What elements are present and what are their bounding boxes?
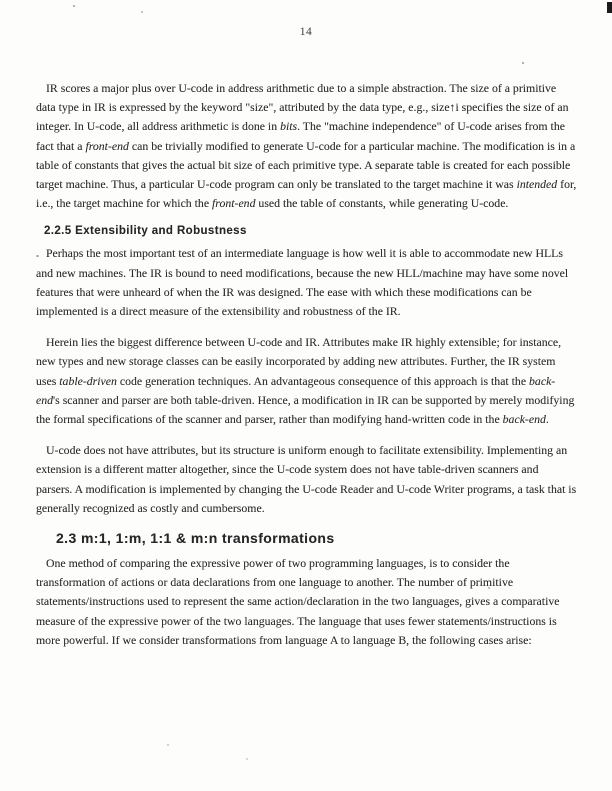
italic-term: front-end [85,138,129,153]
text-run: 's scanner and parser are both table-driven. Hence, a modification in IR can be supported by merely modifying the formal specifications of the scanner and parser, rather than modifying hand-written code in the [36,392,575,427]
text-run: Herein lies the biggest difference between U-code and IR. Attributes make IR highly extensible; for instance, new types and new storage classes can be easily incorporated by adding new attributes. Further, the IR system uses [36,335,562,388]
text-run: IR scores a major plus over U-code in address arithmetic due to a simple abstraction. The size of a primitive data type in IR is expressed by the keyword "size", attributed by the data type, e.g., size↑i specifies the size of an integer. In U-code, all address arithmetic is done in [36,81,569,134]
text-run: code generation techniques. An advantageous consequence of this approach is that the [116,373,530,388]
text-run: Perhaps the most important test of an intermediate language is how well it is able to accommodate new HLLs and new machines. The IR is bound to need modifications, because the new HLL/machine may have some novel features that were unheard of when the IR was designed. The ease with which these modifications can be implemented is a direct measure of the extensibility and robustness of the IR. [36,246,569,319]
paragraph [36,79,577,213]
scan-speck [141,11,143,13]
scan-speck [522,62,524,64]
italic-term: intended [516,177,558,192]
page-content [36,79,577,662]
section-heading: 2.2.5 Extensibility and Robustness [44,225,247,238]
scan-speck [246,758,248,760]
italic-term: table-driven [59,373,117,388]
scan-speck [73,5,75,7]
scan-speck [167,744,169,746]
paragraph [36,244,577,321]
text-run: can be trivially modified to generate U-code for a particular machine. The modification is in a table of constants that gives the actual bit size of each primitive type. A separate table is created for each possible target machine. Thus, a particular U-code program can only be translated to the target machine it was [36,138,576,192]
italic-term: back-end [502,412,546,427]
text-run: used the table of constants, while generating U-code. [255,196,509,211]
text-run: One method of comparing the expressive power of two programming languages, is to consider the transformation of actions or data declarations from one language to another. The number of primitive statements/instructions used to represent the same action/declaration in the two languages, gives a comparative measure of the expressive power of the two languages. The language that uses fewer statements/instructions is more powerful. If we consider transformations from language A to language B, the following cases arise: [36,556,560,647]
text-run: . [545,412,549,427]
paragraph [36,554,577,650]
page-number: 14 [299,26,313,38]
italic-term: back-end [36,373,556,407]
paragraph [36,333,577,429]
italic-term: bits [280,119,298,134]
italic-term: front-end [212,196,256,211]
scan-artifact-corner-bar [607,2,612,13]
text-run: . The "machine independence" of U-code arises from the fact that a [36,119,565,153]
text-run: U-code does not have attributes, but its structure is uniform enough to facilitate extensibility. Implementing an extension is a different matter altogether, since the U-code system does not have table-driven scanners and parsers. A modification is implemented by changing the U-code Reader and U-code Writer programs, a task that is generally recognized as costly and cumbersome. [36,443,577,515]
section-heading: 2.3 m:1, 1:m, 1:1 & m:n transformations [56,530,335,547]
paragraph [36,441,577,518]
text-run: for, i.e., the target machine for which the [36,177,577,211]
